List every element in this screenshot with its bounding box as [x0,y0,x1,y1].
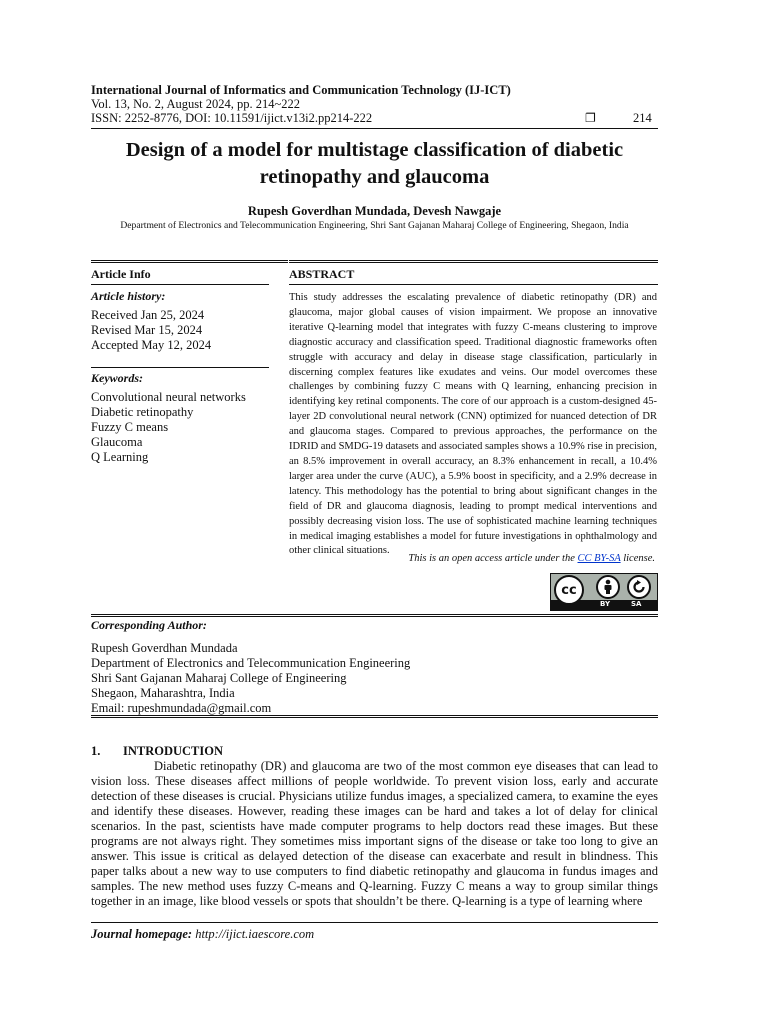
corresponding-heading: Corresponding Author: [91,618,207,632]
badge-by-label: BY [600,600,611,608]
attribution-icon [596,575,620,599]
page-number: 214 [633,111,652,125]
introduction-body [91,759,658,909]
box-icon: ❐ [585,111,596,125]
article-history-heading: Article history: [91,289,166,303]
abstract-divider [289,284,658,285]
keyword-item: Diabetic retinopathy [91,405,194,419]
corresponding-dept: Department of Electronics and Telecommunication Engineering [91,656,411,670]
article-info-divider [91,284,269,285]
share-alike-arrow-icon [631,579,647,595]
introduction-paragraph: Diabetic retinopathy (DR) and glaucoma are two of the most common eye diseases that can lead to vision loss. These diseases affect millions of people worldwide. To prevent vision loss, early and accurate detection of these diseases is crucial. Physicians utilize fundus images, a specialized camera, to examine the eyes and identify these diseases. However, reading these images can be hard and takes a lot of delay for clinical scenarios. In the past, scientists have made computer programs to help doctors read these images. But these programs are not always right. They sometimes miss important signs of the disease or take too long to give an answer. This issue is critical as delayed detection of the disease can exacerbate and result in blindness. This paper talks about a new way to use computers to find diabetic retinopathy and glaucoma in fundus images and samples. The new method uses fuzzy C-means and Q-learning. Fuzzy C means a way to group similar things together in an image, like blood vessels or spots that shouldn’t be there. Q-learning is a type of learning where [91,759,658,908]
author-affiliation: Department of Electronics and Telecommunication Engineering, Shri Sant Gajanan Maharaj College of Engineering, Shegaon, India [120,220,629,231]
keyword-item: Convolutional neural networks [91,390,246,404]
introduction-heading [91,744,223,759]
abstract-text: This study addresses the escalating prevalence of diabetic retinopathy (DR) and glaucoma, major global causes of vision impairment. We propose an innovative iterative Q-learning model that integrates with fuzzy C-means clustering to improve diagnostic accuracy and classification speed. Traditional diagnostic frameworks often struggle with accuracy and delay in disease stage classification, particularly in discerning complex features like exudates and veins. Our model overcomes these challenges by combining fuzzy C means with Q learning, enhancing precision in identifying key retinal components. The core of our approach is a custom-designed 45-layer 2D convolutional neural network (CNN) optimized for nuanced detection of DR and glaucoma stages. Compared to previous approaches, the performance on the IDRID and SMDG-19 datasets and associated samples shows a 10.9% rise in precision, an 8.5% improvement in overall accuracy, an 8.3% enhancement in recall, a 10.4% larger area under the curve (AUC), a 5.9% boost in specificity, and a 2.9% decrease in latency. This methodology has the potential to bring about significant changes in the field of DR and glaucoma diagnosis, leading to prompt medical interventions and possibly decreasing vision loss. The use of sophisticated machine learning techniques in medical imaging establishes a model for future investigations in ophthalmology and other clinical situations. [289,292,658,557]
person-icon [601,579,615,595]
keyword-item: Q Learning [91,450,149,464]
corresponding-name: Rupesh Goverdhan Mundada [91,641,238,655]
corresponding-bottom-rule [91,715,658,718]
header-divider [91,128,658,129]
journal-volume: Vol. 13, No. 2, August 2024, pp. 214~222 [91,97,300,111]
author-list: Rupesh Goverdhan Mundada, Devesh Nawgaje [247,204,502,218]
corresponding-location: Shegaon, Maharashtra, India [91,686,235,700]
journal-issn-doi: ISSN: 2252-8776, DOI: 10.11591/ijict.v13i2.pp214-222 [91,111,373,125]
homepage-link[interactable]: http://ijict.iaescore.com [195,927,315,941]
accepted-date: Accepted May 12, 2024 [91,338,212,352]
paper-title: Design of a model for multistage classification of diabetic retinopathy and glaucoma [125,139,624,188]
section-number: 1. [91,744,101,758]
abstract-top-rule [289,260,658,263]
corresponding-author-block [91,641,410,716]
badge-sa-label: SA [631,600,642,608]
keyword-item: Glaucoma [91,435,143,449]
share-alike-icon [627,575,651,599]
corresponding-college: Shri Sant Gajanan Maharaj College of Engineering [91,671,347,685]
homepage-label: Journal homepage: [91,927,193,941]
cc-icon: cc [554,575,584,605]
revised-date: Revised Mar 15, 2024 [91,323,203,337]
license-text-after: license. [620,553,655,564]
corresponding-top-rule [91,614,658,617]
article-history [91,308,211,353]
keywords-heading: Keywords: [91,371,143,385]
history-divider [91,367,269,368]
license-text-before: This is an open access article under the [408,553,578,564]
journal-footer [91,927,314,942]
cc-by-sa-link[interactable]: CC BY-SA [577,553,621,564]
article-info-heading: Article Info [91,267,151,281]
keywords-list [91,390,246,465]
cc-by-sa-badge[interactable] [550,573,658,611]
license-notice [289,553,655,564]
section-title: INTRODUCTION [123,744,224,758]
received-date: Received Jan 25, 2024 [91,308,205,322]
article-info-top-rule [91,260,288,263]
footer-divider [91,922,658,923]
keyword-item: Fuzzy C means [91,420,169,434]
abstract-heading: ABSTRACT [289,267,355,281]
corresponding-email: Email: rupeshmundada@gmail.com [91,701,272,715]
journal-name: International Journal of Informatics and Communication Technology (IJ-ICT) [91,83,511,97]
